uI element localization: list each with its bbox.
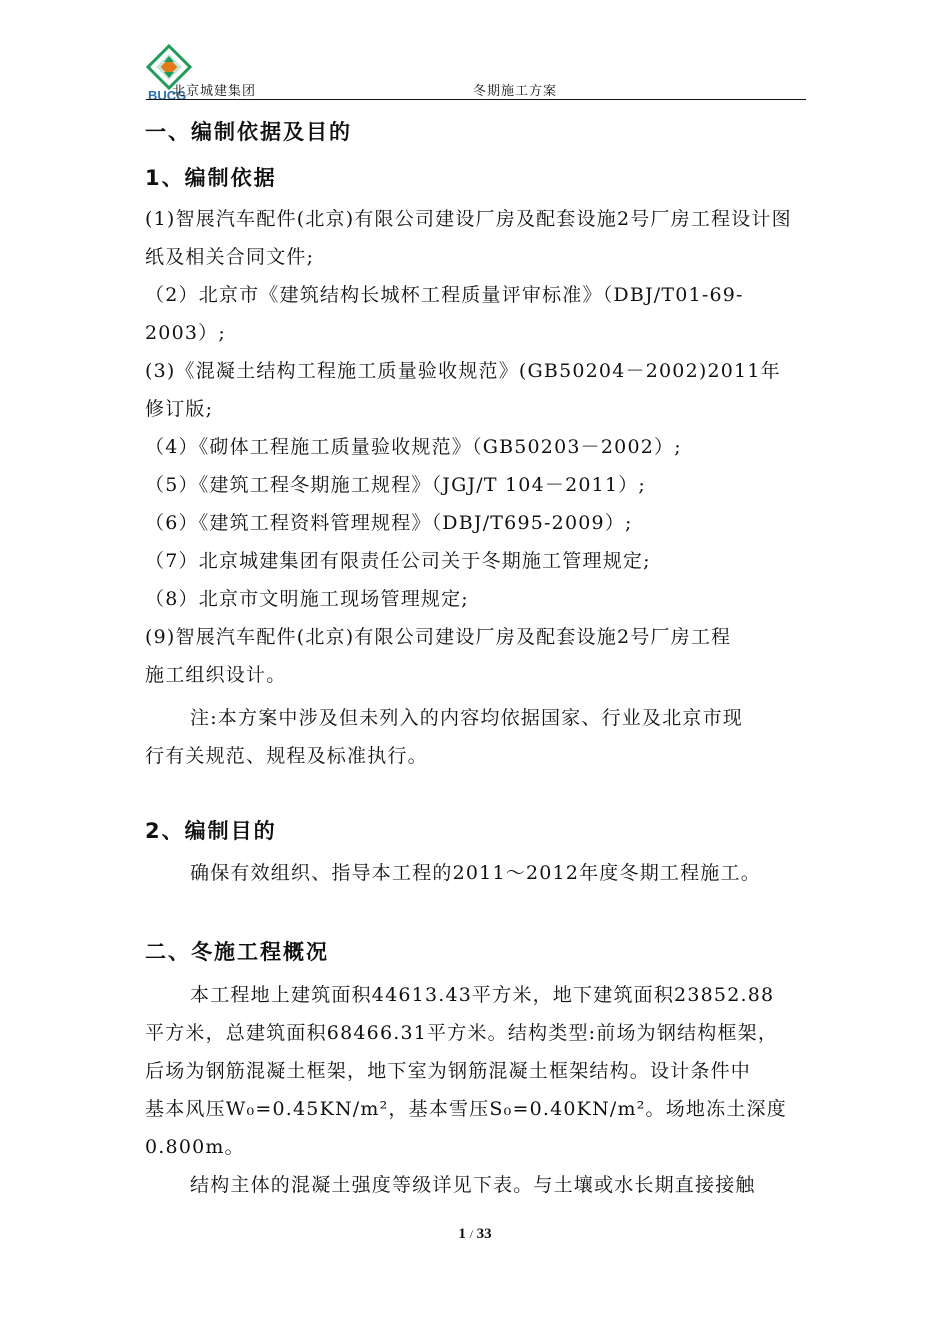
paragraph-line: （8）北京市文明施工现场管理规定;	[145, 588, 469, 610]
paragraph-line: 2003）;	[145, 322, 226, 344]
header-divider	[146, 99, 806, 100]
subsection-heading-1: 1、编制依据	[145, 166, 277, 190]
page-current: 1	[458, 1226, 466, 1242]
page-separator: /	[469, 1227, 473, 1241]
paragraph-line: (3)《混凝土结构工程施工质量验收规范》(GB50204－2002)2011年	[145, 360, 781, 382]
paragraph-line: 行有关规范、规程及标准执行。	[145, 745, 428, 767]
paragraph-line: 确保有效组织、指导本工程的2011～2012年度冬期工程施工。	[190, 862, 761, 884]
paragraph-line: (9)智展汽车配件(北京)有限公司建设厂房及配套设施2号厂房工程	[145, 626, 732, 648]
header-company: 北京城建集团	[172, 84, 257, 99]
paragraph-line: （2）北京市《建筑结构长城杯工程质量评审标准》（DBJ/T01-69-	[145, 284, 744, 306]
paragraph-line: （4）《砌体工程施工质量验收规范》（GB50203－2002）;	[145, 436, 682, 458]
paragraph-line: 后场为钢筋混凝土框架，地下室为钢筋混凝土框架结构。设计条件中	[145, 1060, 752, 1082]
paragraph-line: （7）北京城建集团有限责任公司关于冬期施工管理规定;	[145, 550, 651, 572]
paragraph-line: (1)智展汽车配件(北京)有限公司建设厂房及配套设施2号厂房工程设计图	[145, 208, 792, 230]
paragraph-line: 修订版;	[145, 398, 214, 420]
section-heading-1: 一、编制依据及目的	[145, 120, 352, 144]
paragraph-line: 结构主体的混凝土强度等级详见下表。与土壤或水长期直接接触	[190, 1174, 756, 1196]
paragraph-line: 0.800m。	[145, 1136, 245, 1158]
section-heading-2: 二、冬施工程概况	[145, 940, 329, 964]
paragraph-line: 纸及相关合同文件;	[145, 246, 315, 268]
logo-text: BUCG	[148, 88, 187, 102]
paragraph-line: 本工程地上建筑面积44613.43平方米，地下建筑面积23852.88	[190, 984, 775, 1006]
paragraph-line: 基本风压W₀=0.45KN/m²，基本雪压S₀=0.40KN/m²。场地冻土深度	[145, 1098, 787, 1120]
paragraph-line: （5）《建筑工程冬期施工规程》（JGJ/T 104－2011）;	[145, 474, 647, 496]
paragraph-line: 平方米，总建筑面积68466.31平方米。结构类型:前场为钢结构框架，	[145, 1022, 779, 1044]
page-number	[0, 1226, 950, 1243]
paragraph-line: 施工组织设计。	[145, 664, 287, 686]
paragraph-line: （6）《建筑工程资料管理规程》（DBJ/T695-2009）;	[145, 512, 633, 534]
subsection-heading-2: 2、编制目的	[145, 819, 277, 843]
header-doc-title: 冬期施工方案	[473, 84, 558, 99]
paragraph-line: 注:本方案中涉及但未列入的内容均依据国家、行业及北京市现	[190, 707, 744, 729]
page-total: 33	[476, 1226, 492, 1242]
